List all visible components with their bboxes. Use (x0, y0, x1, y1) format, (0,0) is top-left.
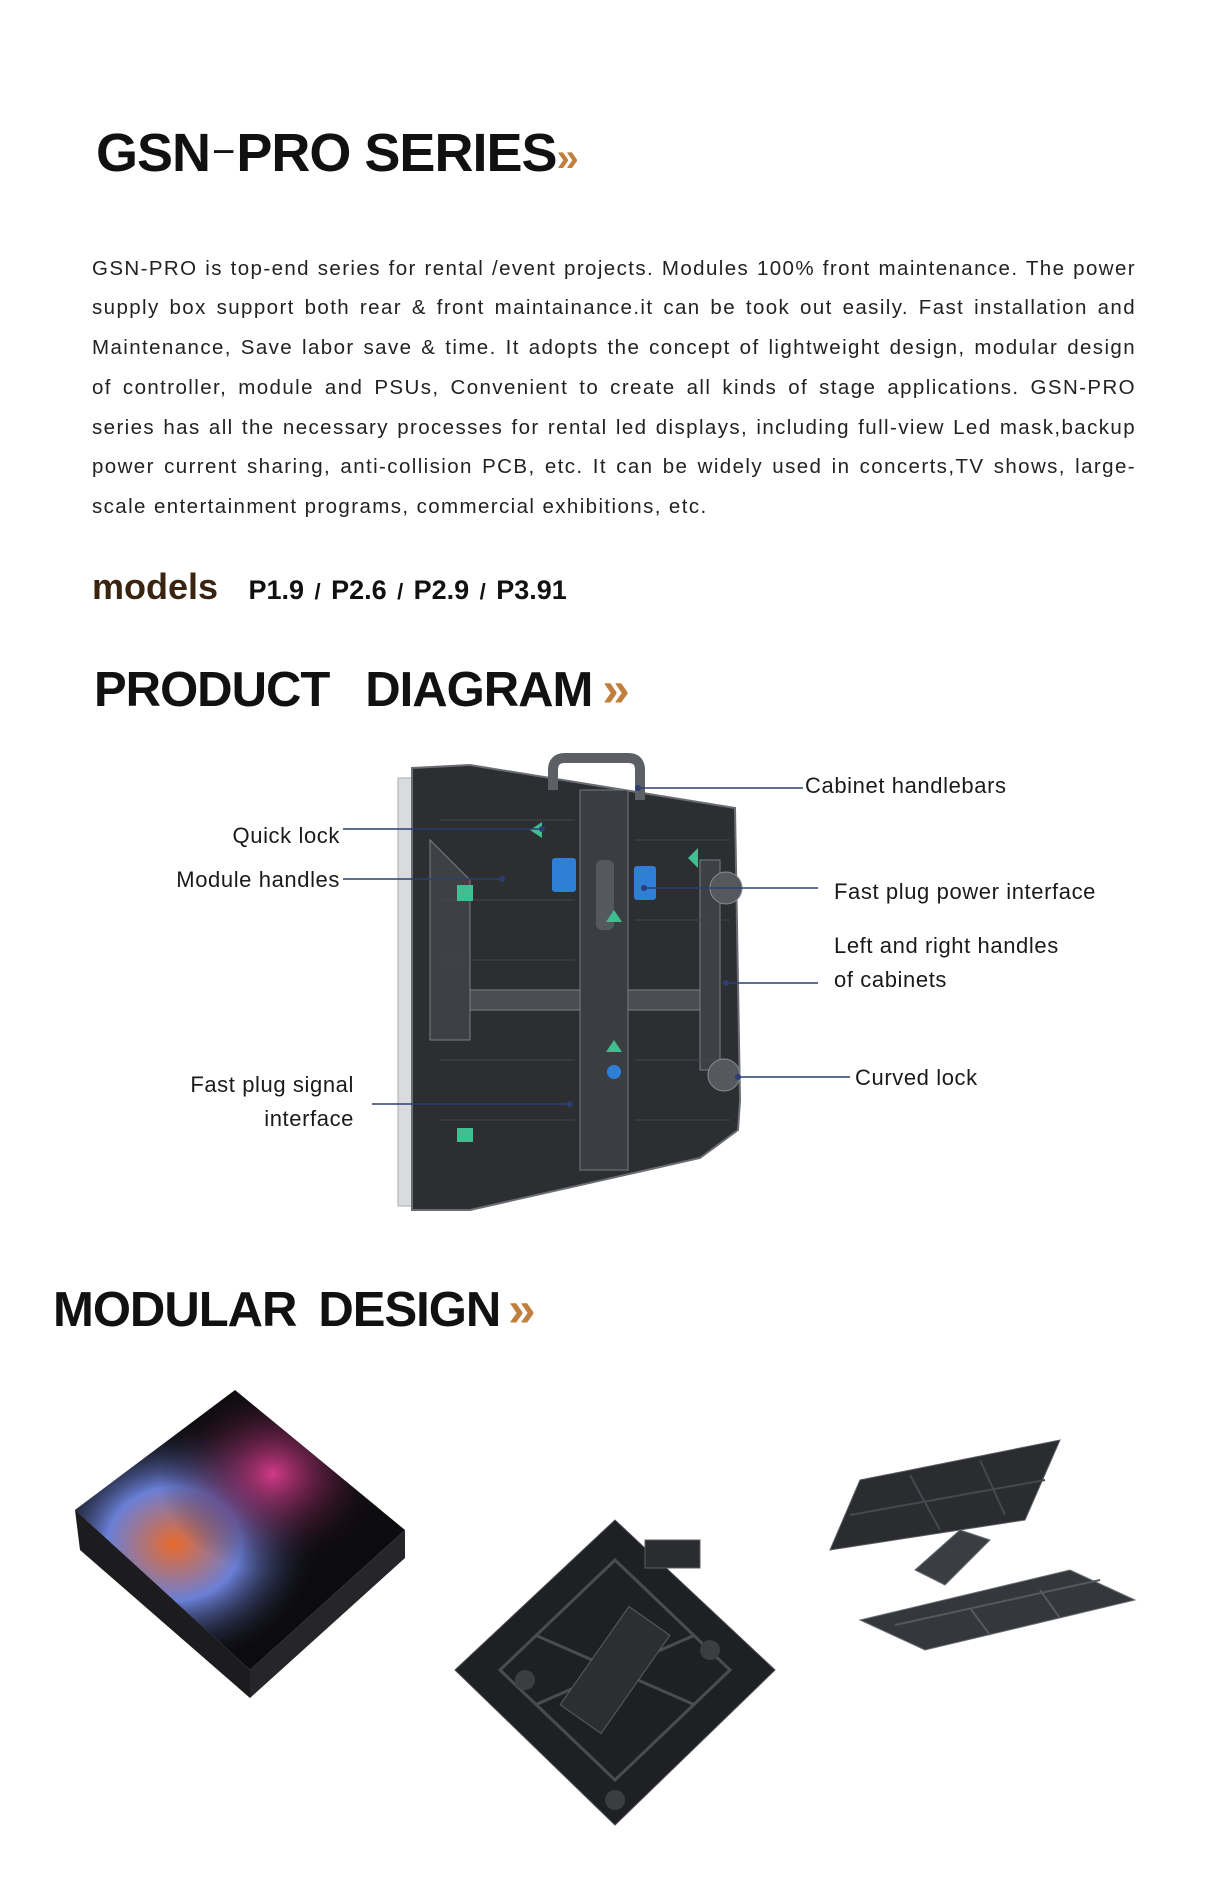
label-curved-lock: Curved lock (855, 1065, 978, 1090)
diagram-title-a: PRODUCT (94, 663, 330, 717)
model-item: P2.6 (331, 575, 387, 605)
label-cabinet-handlebars: Cabinet handlebars (805, 773, 1007, 798)
label-signal-line1: Fast plug signal (190, 1072, 354, 1097)
modular-title-a: MODULAR (53, 1283, 297, 1337)
label-side-handles-line1: Left and right handles (834, 933, 1059, 958)
label-fast-plug-power: Fast plug power interface (834, 879, 1097, 904)
models-row (92, 566, 567, 608)
model-item: P2.9 (413, 575, 470, 605)
chevron-icon: » (508, 1283, 535, 1337)
model-separator: / (397, 579, 404, 604)
model-separator: / (314, 579, 321, 604)
series-title-left: GSN (96, 123, 211, 183)
modular-design-title (53, 1282, 535, 1338)
label-signal-line2: interface (264, 1106, 354, 1131)
label-side-handles-line2: of cabinets (834, 967, 948, 992)
label-quick-lock: Quick lock (232, 823, 340, 848)
series-description: GSN-PRO is top-end series for rental /event projects. Modules 100% front maintenance. The power supply box support both rear & front maintainance.it can be took out easily. Fast installation and Maintenance, Save labor save & time. It adopts the concept of lightweight design, modular design of controller, module and PSUs, Convenient to create all kinds of stage applications. GSN-PRO series has all the necessary processes for rental led displays, including full-view Led mask,backup power current sharing, anti-collision PCB, etc. It can be widely used in concerts,TV shows, large-scale entertainment programs, commercial exhibitions, etc. (92, 256, 1136, 519)
model-separator: / (479, 579, 486, 604)
chevron-icon: » (602, 663, 629, 717)
model-item: P3.91 (496, 575, 567, 605)
series-title-dash: − (212, 130, 235, 174)
series-title (96, 122, 578, 184)
label-module-handles: Module handles (176, 867, 340, 892)
series-title-right: PRO SERIES (236, 123, 557, 183)
module-front-image (60, 1380, 420, 1700)
product-diagram-title (94, 662, 629, 718)
model-item: P1.9 (248, 575, 305, 605)
modular-title-b: DESIGN (318, 1283, 501, 1337)
models-label: models (92, 566, 219, 607)
led-cabinet-image (398, 758, 742, 1210)
diagram-title-b: DIAGRAM (365, 663, 593, 717)
diagram-callouts (343, 785, 850, 1107)
chevron-icon: » (556, 136, 578, 180)
module-rear-image (440, 1500, 790, 1840)
module-curved-image (820, 1420, 1150, 1660)
